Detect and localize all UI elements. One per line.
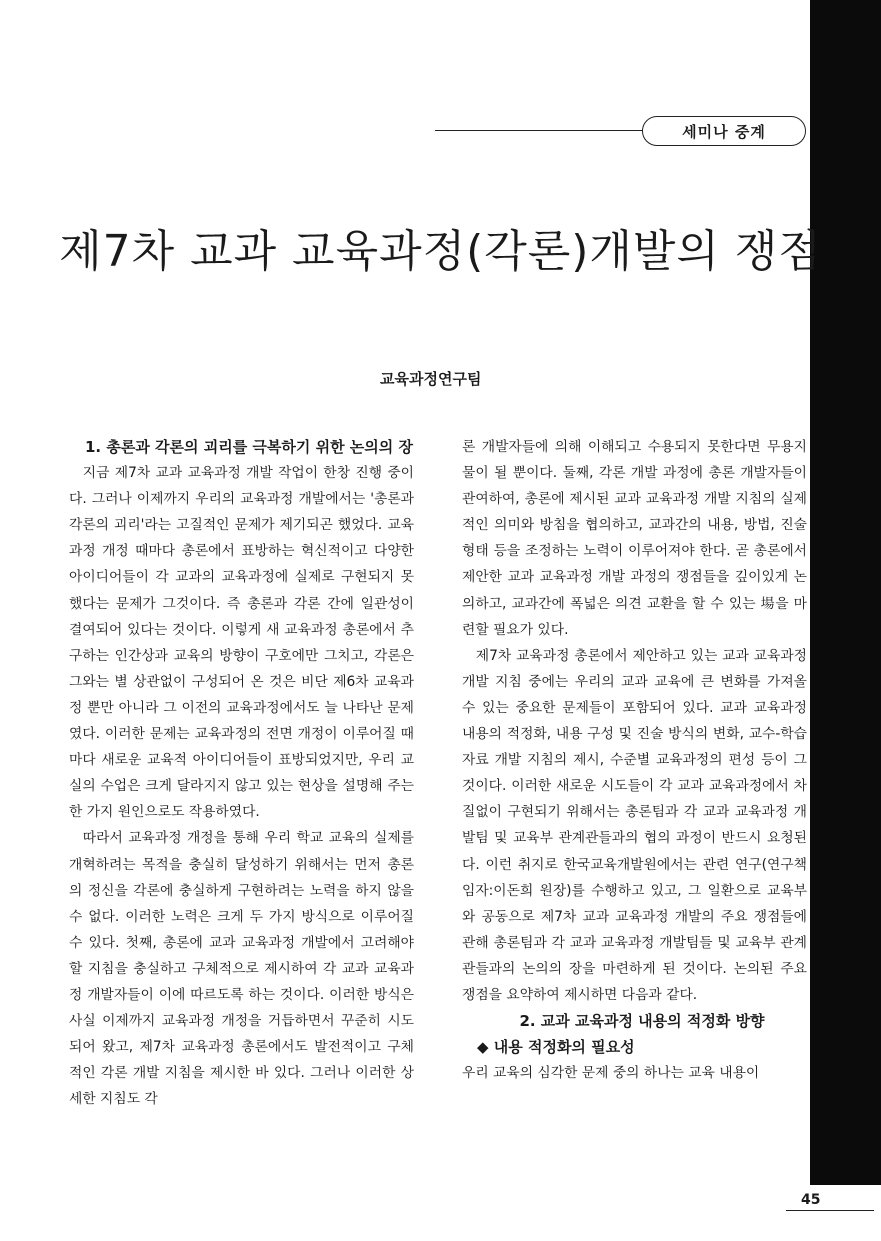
section-badge: 세미나 중계 xyxy=(642,116,806,146)
left-column xyxy=(69,434,414,1112)
author: 교육과정연구팀 xyxy=(380,370,482,388)
page-number-rule xyxy=(786,1210,874,1211)
paragraph: 따라서 교육과정 개정을 통해 우리 학교 교육의 실제를 개혁하려는 목적을 충실히 달성하기 위해서는 먼저 총론의 정신을 각론에 충실하게 구현하려는 노력을 하지 않을 수 없다. 이러한 노력은 크게 두 가지 방식으로 이루어질 수 있다. 첫째, 총론에 교과 교육과정 개발에서 고려해야 할 지침을 충실하고 구체적으로 제시하여 각 교과 교육과정 개발자들이 이에 따르도록 하는 것이다. 이러한 방식은 사실 이제까지 교육과정 개정을 거듭하면서 꾸준히 시도되어 왔고, 제7차 교육과정 총론에서도 발전적이고 구체적인 각론 개발 지침을 제시한 바 있다. 그러나 이러한 상세한 지침도 각 xyxy=(69,830,414,1108)
subheading: ◆ 내용 적정화의 필요성 xyxy=(477,1038,635,1057)
page-number: 45 xyxy=(801,1192,821,1208)
header-rule xyxy=(435,130,650,131)
paragraph: 론 개발자들에 의해 이해되고 수용되지 못한다면 무용지물이 될 뿐이다. 둘째, 각론 개발 과정에 총론 개발자들이 관여하여, 총론에 제시된 교과 교육과정 개발 지침의 실제적인 의미와 방침을 협의하고, 교과간의 내용, 방법, 진술 형태 등을 조정하는 노력이 이루어져야 한다. 곧 총론에서 제안한 교과 교육과정 개발 과정의 쟁점들을 깊이있게 논의하고, 교과간에 폭넓은 의견 교환을 할 수 있는 場을 마련할 필요가 있다. xyxy=(462,439,807,638)
paragraph: 우리 교육의 심각한 문제 중의 하나는 교육 내용이 xyxy=(462,1065,760,1082)
side-bar xyxy=(810,0,881,1185)
section-heading-2: 2. 교과 교육과정 내용의 적정화 방향 xyxy=(519,1012,765,1031)
paragraph: 지금 제7차 교과 교육과정 개발 작업이 한창 진행 중이다. 그러나 이제까지 우리의 교육과정 개발에서는 '총론과 각론의 괴리'라는 고질적인 문제가 제기되곤 했었다. 교육과정 개정 때마다 총론에서 표방하는 혁신적이고 다양한 아이디어들이 각 교과의 교육과정에 실제로 구현되지 못했다는 문제가 그것이다. 즉 총론과 각론 간에 일관성이 결여되어 있다는 것이다. 이렇게 새 교육과정 총론에서 추구하는 인간상과 교육의 방향이 구호에만 그치고, 각론은 그와는 별 상관없이 구성되어 온 것은 비단 제6차 교육과정 뿐만 아니라 그 이전의 교육과정에서도 늘 나타난 문제였다. 이러한 문제는 교육과정의 전면 개정이 이루어질 때마다 새로운 교육적 아이디어들이 표방되었지만, 우리 교실의 수업은 크게 달라지지 않고 있는 현상을 설명해 주는 한 가지 원인으로도 작용하였다. xyxy=(69,465,414,821)
right-column xyxy=(462,434,807,1086)
page-title: 제7차 교과 교육과정(각론)개발의 쟁점 xyxy=(59,226,822,277)
paragraph: 제7차 교육과정 총론에서 제안하고 있는 교과 교육과정 개발 지침 중에는 우리의 교과 교육에 큰 변화를 가져올 수 있는 중요한 문제들이 포함되어 있다. 교과 교육과정 내용의 적정화, 내용 구성 및 진술 방식의 변화, 교수-학습자료 개발 지침의 제시, 수준별 교육과정의 편성 등이 그것이다. 이러한 새로운 시도들이 각 교과 교육과정에서 차질없이 구현되기 위해서는 총론팀과 각 교과 교육과정 개발팀 및 교육부 관계관들과의 협의 과정이 반드시 요청된다. 이런 취지로 한국교육개발원에서는 관련 연구(연구책임자:이돈희 원장)를 수행하고 있고, 그 일환으로 교육부와 공동으로 제7차 교과 교육과정 개발의 주요 쟁점들에 관해 총론팀과 각 교과 교육과정 개발팀들 및 교육부 관계관들과의 논의의 장을 마련하게 된 것이다. 논의된 주요 쟁점을 요약하여 제시하면 다음과 같다. xyxy=(462,647,807,1003)
section-heading-1: 1. 총론과 각론의 괴리를 극복하기 위한 논의의 장 xyxy=(84,438,413,456)
